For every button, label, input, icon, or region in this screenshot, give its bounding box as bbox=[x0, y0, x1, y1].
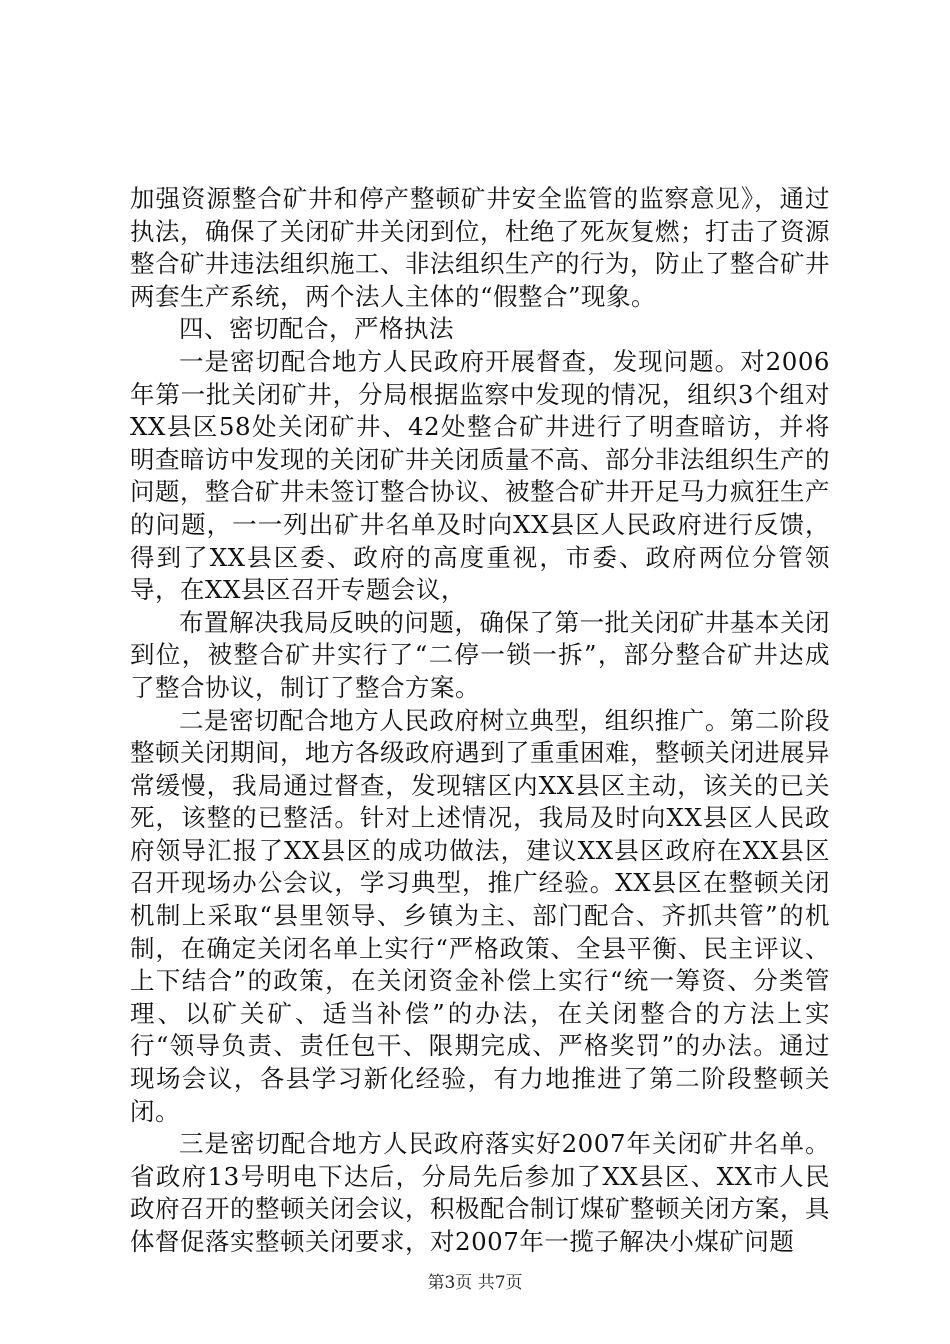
section-heading: 四、密切配合，严格执法 bbox=[179, 314, 454, 344]
paragraph-continuation: 加强资源整合矿井和停产整顿矿井安全监管的监察意见》，通过执法，确保了关闭矿井关闭到位，杜绝了死灰复燃；打击了资源整合矿井违法组织施工、非法组织生产的行为，防止了整合矿井两套生产系统，两个法人主体的“假整合”现象。 bbox=[130, 184, 830, 311]
document-body bbox=[130, 183, 830, 1259]
paragraph-arrangement: 布置解决我局反映的问题，确保了第一批关闭矿井基本关闭到位，被整合矿井实行了“二停一锁一拆”，部分整合矿井达成了整合协议，制订了整合方案。 bbox=[130, 607, 830, 702]
paragraph-supervision: 一是密切配合地方人民政府开展督查，发现问题。对2006年第一批关闭矿井，分局根据监察中发现的情况，组织3个组对XX县区58处关闭矿井、42处整合矿井进行了明查暗访，并将明查暗访中发现的关闭矿井关闭质量不高、部分非法组织生产的问题，整合矿井未签订整合协议、被整合矿井开足马力疯狂生产的问题，一一列出矿井名单及时向XX县区人民政府进行反馈，得到了XX县区委、政府的高度重视，市委、政府两位分管领导，在XX县区召开专题会议， bbox=[130, 346, 830, 605]
paragraph-closure-list: 三是密切配合地方人民政府落实好2007年关闭矿井名单。省政府13号明电下达后，分局先后参加了XX县区、XX市人民政府召开的整顿关闭会议，积极配合制订煤矿整顿关闭方案，具体督促落实整顿关闭要求，对2007年一揽子解决小煤矿问题 bbox=[130, 1129, 830, 1256]
page-number-footer: 第3页 共7页 bbox=[427, 1273, 523, 1293]
paragraph-typical-example: 二是密切配合地方人民政府树立典型，组织推广。第二阶段整顿关闭期间，地方各级政府遇到了重重困难，整顿关闭进展异常缓慢，我局通过督查，发现辖区内XX县区主动，该关的已关死，该整的已整活。针对上述情况，我局及时向XX县区人民政府领导汇报了XX县区的成功做法，建议XX县区政府在XX县区召开现场办公会议，学习典型，推广经验。XX县区在整顿关闭机制上采取“县里领导、乡镇为主、部门配合、齐抓共管”的机制，在确定关闭名单上实行“严格政策、全县平衡、民主评议、上下结合”的政策，在关闭资金补偿上实行“统一筹资、分类管理、以矿关矿、适当补偿”的办法，在关闭整合的方法上实行“领导负责、责任包干、限期完成、严格奖罚”的办法。通过现场会议，各县学习新化经验，有力地推进了第二阶段整顿关闭。 bbox=[130, 705, 830, 1126]
